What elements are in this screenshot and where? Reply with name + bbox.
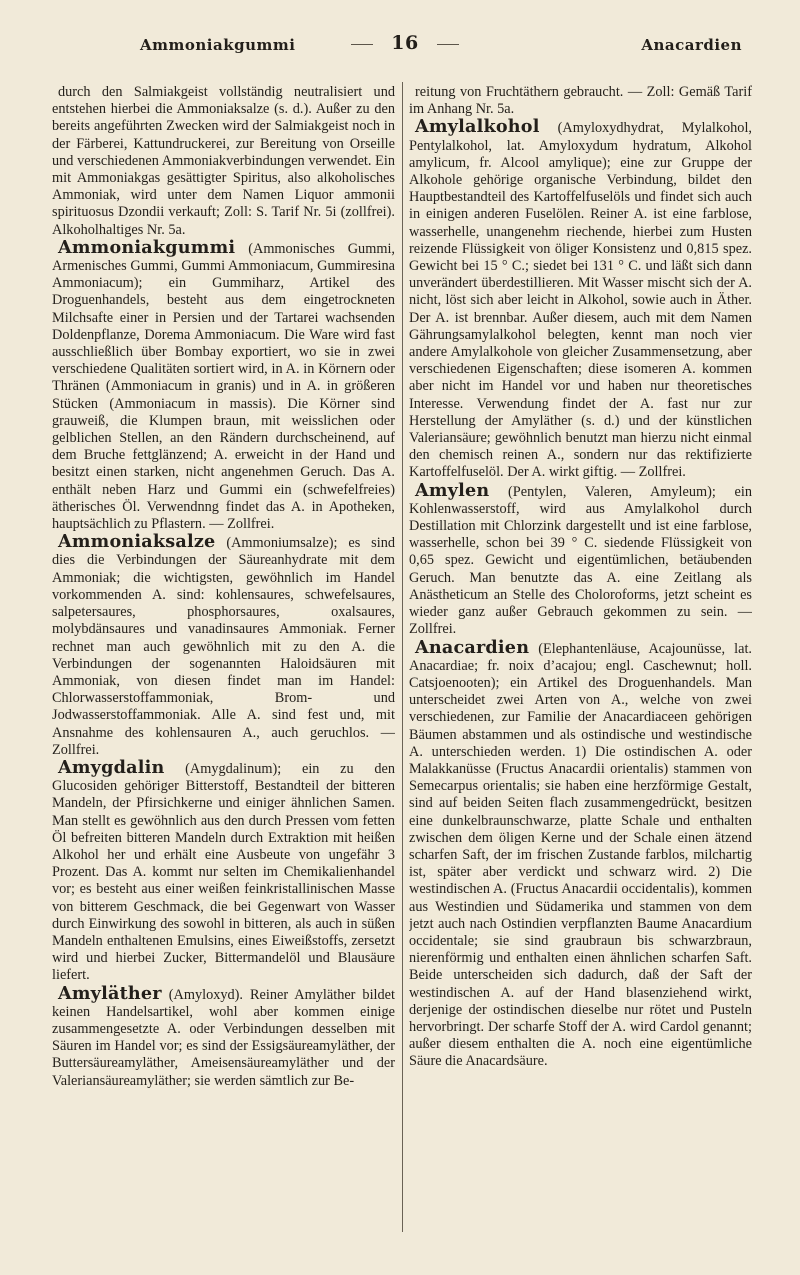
header-left-catchword: Ammoniakgummi (140, 36, 296, 54)
entry-anacardien (409, 636, 752, 1071)
entry-lemma: Amygdalin (58, 756, 165, 778)
entry-continuation (409, 82, 752, 118)
entry-text: durch den Salmiakgeist vollständig neutralisiert und entstehen hierbei die Ammoniaksalze (s. d.). Außer zu den bereits angeführten Zwecken wird der Salmiakgeist noch in der Färberei, Kattundruckerei, zur Bereitung von Orseille und verschiedenen Ammoniakverbindungen verwendet. Ein mit Ammoniakgas gesättigter Spiritus, also alkoholisches Ammoniak, wird unter dem Namen Liquor ammonii spirituosus Dzondii verkauft; Zoll: S. Tarif Nr. 5i (zollfrei). Alkoholhaltiges Nr. 5a. (52, 84, 395, 238)
entry-text: (Elephantenläuse, Acajounüsse, lat. Anacardiae; fr. noix d’acajou; engl. Caschewnut; holl. Catsjoenooten); ein Artikel des Droguenhandels. Man unterscheidet zwei Arten von A., welche von zwei verschiedenen, zur Familie der Anacardiaceen gehörigen Bäumen abstammen und als ostindische und westindische A. unterschieden werden. 1) Die ostindischen A. oder Malakkanüsse (Fructus Anacardii orientalis) stammen von Semecarpus orientalis; sie haben eine herzförmige Gestalt, sind auf beiden Seiten flach zusammengedrückt, besitzen eine dunkelbraunschwarze, platte Schale und enthalten zwischen dem öligen Kerne und der Schale einen ätzend scharfen Saft, der im frischen Zustande farblos, milchartig ist, später aber verdickt und schwarz wird. 2) Die westindischen A. (Fructus Anacardii occidentalis), kommen aus Westindien und Südamerika und stammen von dem jetzt auch nach Ostindien verpflanzten Baume Anacardium occidentale; sie sind graubraun bis schwarzbraun, nierenförmig und enthalten einen ähnlichen scharfen Saft. Beide unterscheiden sich dadurch, daß der Saft der westindischen A. auf der Hand blasenziehend wirkt, derjenige der ostindischen dieselbe nur rötet und Pusteln hervorbringt. Der scharfe Stoff der A. wird Cardol genannt; außer diesem enthalten die A. noch eine eigentümliche Säure die Anacardsäure. (409, 640, 752, 1070)
entry-text: (Amyloxyd). Reiner Amyläther bildet keinen Handelsartikel, wohl aber kommen einige zusammengesetzte A. oder Verbindungen desselben mit Säuren im Handel vor; es sind der Essigsäureamyläther, der Buttersäureamyläther, Ameisensäureamyläther und der Valeriansäureamyläther; sie werden sämtlich zur Be- (52, 986, 395, 1089)
header-right-catchword: Anacardien (641, 36, 742, 54)
entry-lemma: Ammoniaksalze (58, 531, 216, 553)
running-head (52, 30, 758, 60)
entry-text: (Pentylen, Valeren, Amyleum); ein Kohlenwasserstoff, wird aus Amylalkohol durch Destillation mit Chlorzink dargestellt und ist eine farblose, wasserhelle, schon bei 39 ° C. siedende Flüssigkeit von 0,65 spez. Gewicht und eigentümlichen, betäubenden Geruch. Man benutzte das A. eine Zeitlang als Anästheticum an Stelle des Choloroforms, jetzt scheint es wieder ganz außer Gebrauch gekommen zu sein. — Zollfrei. (409, 483, 752, 638)
entry-lemma: Ammoniakgummi (58, 236, 236, 258)
entry-text: reitung von Fruchtäthern gebraucht. — Zoll: Gemäß Tarif im Anhang Nr. 5a. (409, 84, 752, 118)
entry-amylen (409, 479, 752, 639)
entry-text: (Ammonisches Gummi, Armenisches Gummi, Gummi Ammoniacum, Gummiresina Ammoniacum); ein Gummiharz, Artikel des Droguenhandels, besteht aus dem eingetrockneten Milchsafte einer in Persien und der Tartarei wachsenden Doldenpflanze, Dorema Ammoniacum. Die Ware wird fast ausschließlich über Bombay exportiert, wo sie in zwei verschiedene Qualitäten sortiert wird, in A. in Körnern oder Thränen (Ammoniacum in granis) und in A. in größeren Stücken (Ammoniacum in massis). Die Körner sind grauweiß, die Klumpen braun, mit weisslichen oder gelblichen Stellen, an den Rändern durchscheinend, auf dem Bruche fettglänzend; A. erweicht in der Hand und besitzt einen starken, nicht angenehmen Geruch. Das A. enthält neben Harz und Gummi ein (schwefelfreies) ätherisches Öl. Verwendnng findet das A. in Apotheken, hauptsächlich zu Pflastern. — Zollfrei. (52, 240, 395, 533)
text-columns (52, 82, 766, 1235)
entry-amygdalin (52, 756, 395, 985)
left-column (52, 82, 395, 1235)
entry-lemma: Amylalkohol (415, 116, 540, 138)
entry-continuation (52, 82, 395, 239)
entry-ammoniaksalze (52, 533, 395, 759)
entry-amylalkohol (409, 118, 752, 481)
entry-lemma: Amyläther (58, 982, 162, 1004)
entry-text: (Amyloxydhydrat, Mylalkohol, Pentylalkohol, lat. Amyloxydum hydratum, Alkohol amylicum, fr. Alcool amylique); eine zur Gruppe der Alkohole gehörige organische Verbindung, bildet den Hauptbestandteil des Kartoffelfuselöls und findet sich auch in einigen anderen Fuselölen. Reiner A. ist eine farblose, wasserhelle, unangenehm riechende, hierbei zum Husten reizende Flüssigkeit von öliger Konsistenz und 0,815 spez. Gewicht bei 15 ° C.; siedet bei 131 ° C. und läßt sich dann unverändert überdestillieren. Mit Wasser mischt sich der A. nicht, löst sich aber leicht in Alkohol, sowie auch in Äther. Der A. ist brennbar. Außer diesem, auch mit dem Namen Gährungsamylalkohol belegten, kennt man noch vier andere Amylalkohole von gleicher Zusammensetzung, aber verschiedenen Eigenschaften; diese isomeren A. kommen aber nicht im Handel vor und haben nur theoretisches Interesse. Verwendung findet der A. fast nur zur Herstellung der Amyläther (s. d.) und der künstlichen Valeriansäure; gewöhnlich benutzt man hierzu nicht einmal den chemisch reinen A., sondern nur das rektifizierte Kartoffelfuselöl. Der A. wirkt giftig. — Zollfrei. (409, 120, 752, 481)
entry-amylaether (52, 982, 395, 1090)
header-dash-left (351, 44, 373, 45)
right-column (409, 82, 752, 1235)
column-rule (402, 82, 403, 1232)
page-number: 16 (391, 32, 419, 54)
entry-text: (Amygdalinum); ein zu den Glucosiden gehöriger Bitterstoff, Bestandteil der bitteren Mandeln, der Pfirsichkerne und einiger ähnlichen Samen. Man stellt es gewöhnlich aus den durch Pressen vom fetten Öl befreiten bitteren Mandeln durch Extraktion mit heißen Alkohol her und erhält eine Ausbeute von ungefähr 3 Prozent. Das A. kommt nur selten im Chemikalienhandel vor; es besteht aus einer weißen feinkristallinischen Masse von bitterem Geschmack, die bei Gegenwart von Wasser durch Einwirkung des sowohl in bitteren, als auch in süßen Mandeln enthaltenen Emulsins, eines Eiweißstoffs, zersetzt wird und hierbei Zucker, Bittermandelöl und Blausäure liefert. (52, 760, 395, 984)
header-dash-right (437, 44, 459, 45)
entry-text: (Ammoniumsalze); es sind dies die Verbindungen der Säureanhydrate mit dem Ammoniak; die wichtigsten, gewöhnlich im Handel vorkommenden A. sind: kohlensaures, schwefelsaures, salpetersaures, phosphorsaures, oxalsaures, molybdänsaures und vanadinsaures Ammoniak. Ferner rechnet man auch gewöhnlich mit zu den A. die Verbindungen der sogenannten Haloidsäuren mit Ammoniak, von diesen findet man im Handel: Chlorwasserstoffammoniak, Brom- und Jodwasserstoffammoniak. Alle A. sind fest und, mit Ansnahme des kohlensauren A., auch geruchlos. — Zollfrei. (52, 535, 395, 758)
entry-ammoniakgummi (52, 236, 395, 533)
entry-lemma: Anacardien (415, 636, 530, 658)
entry-lemma: Amylen (415, 479, 490, 501)
